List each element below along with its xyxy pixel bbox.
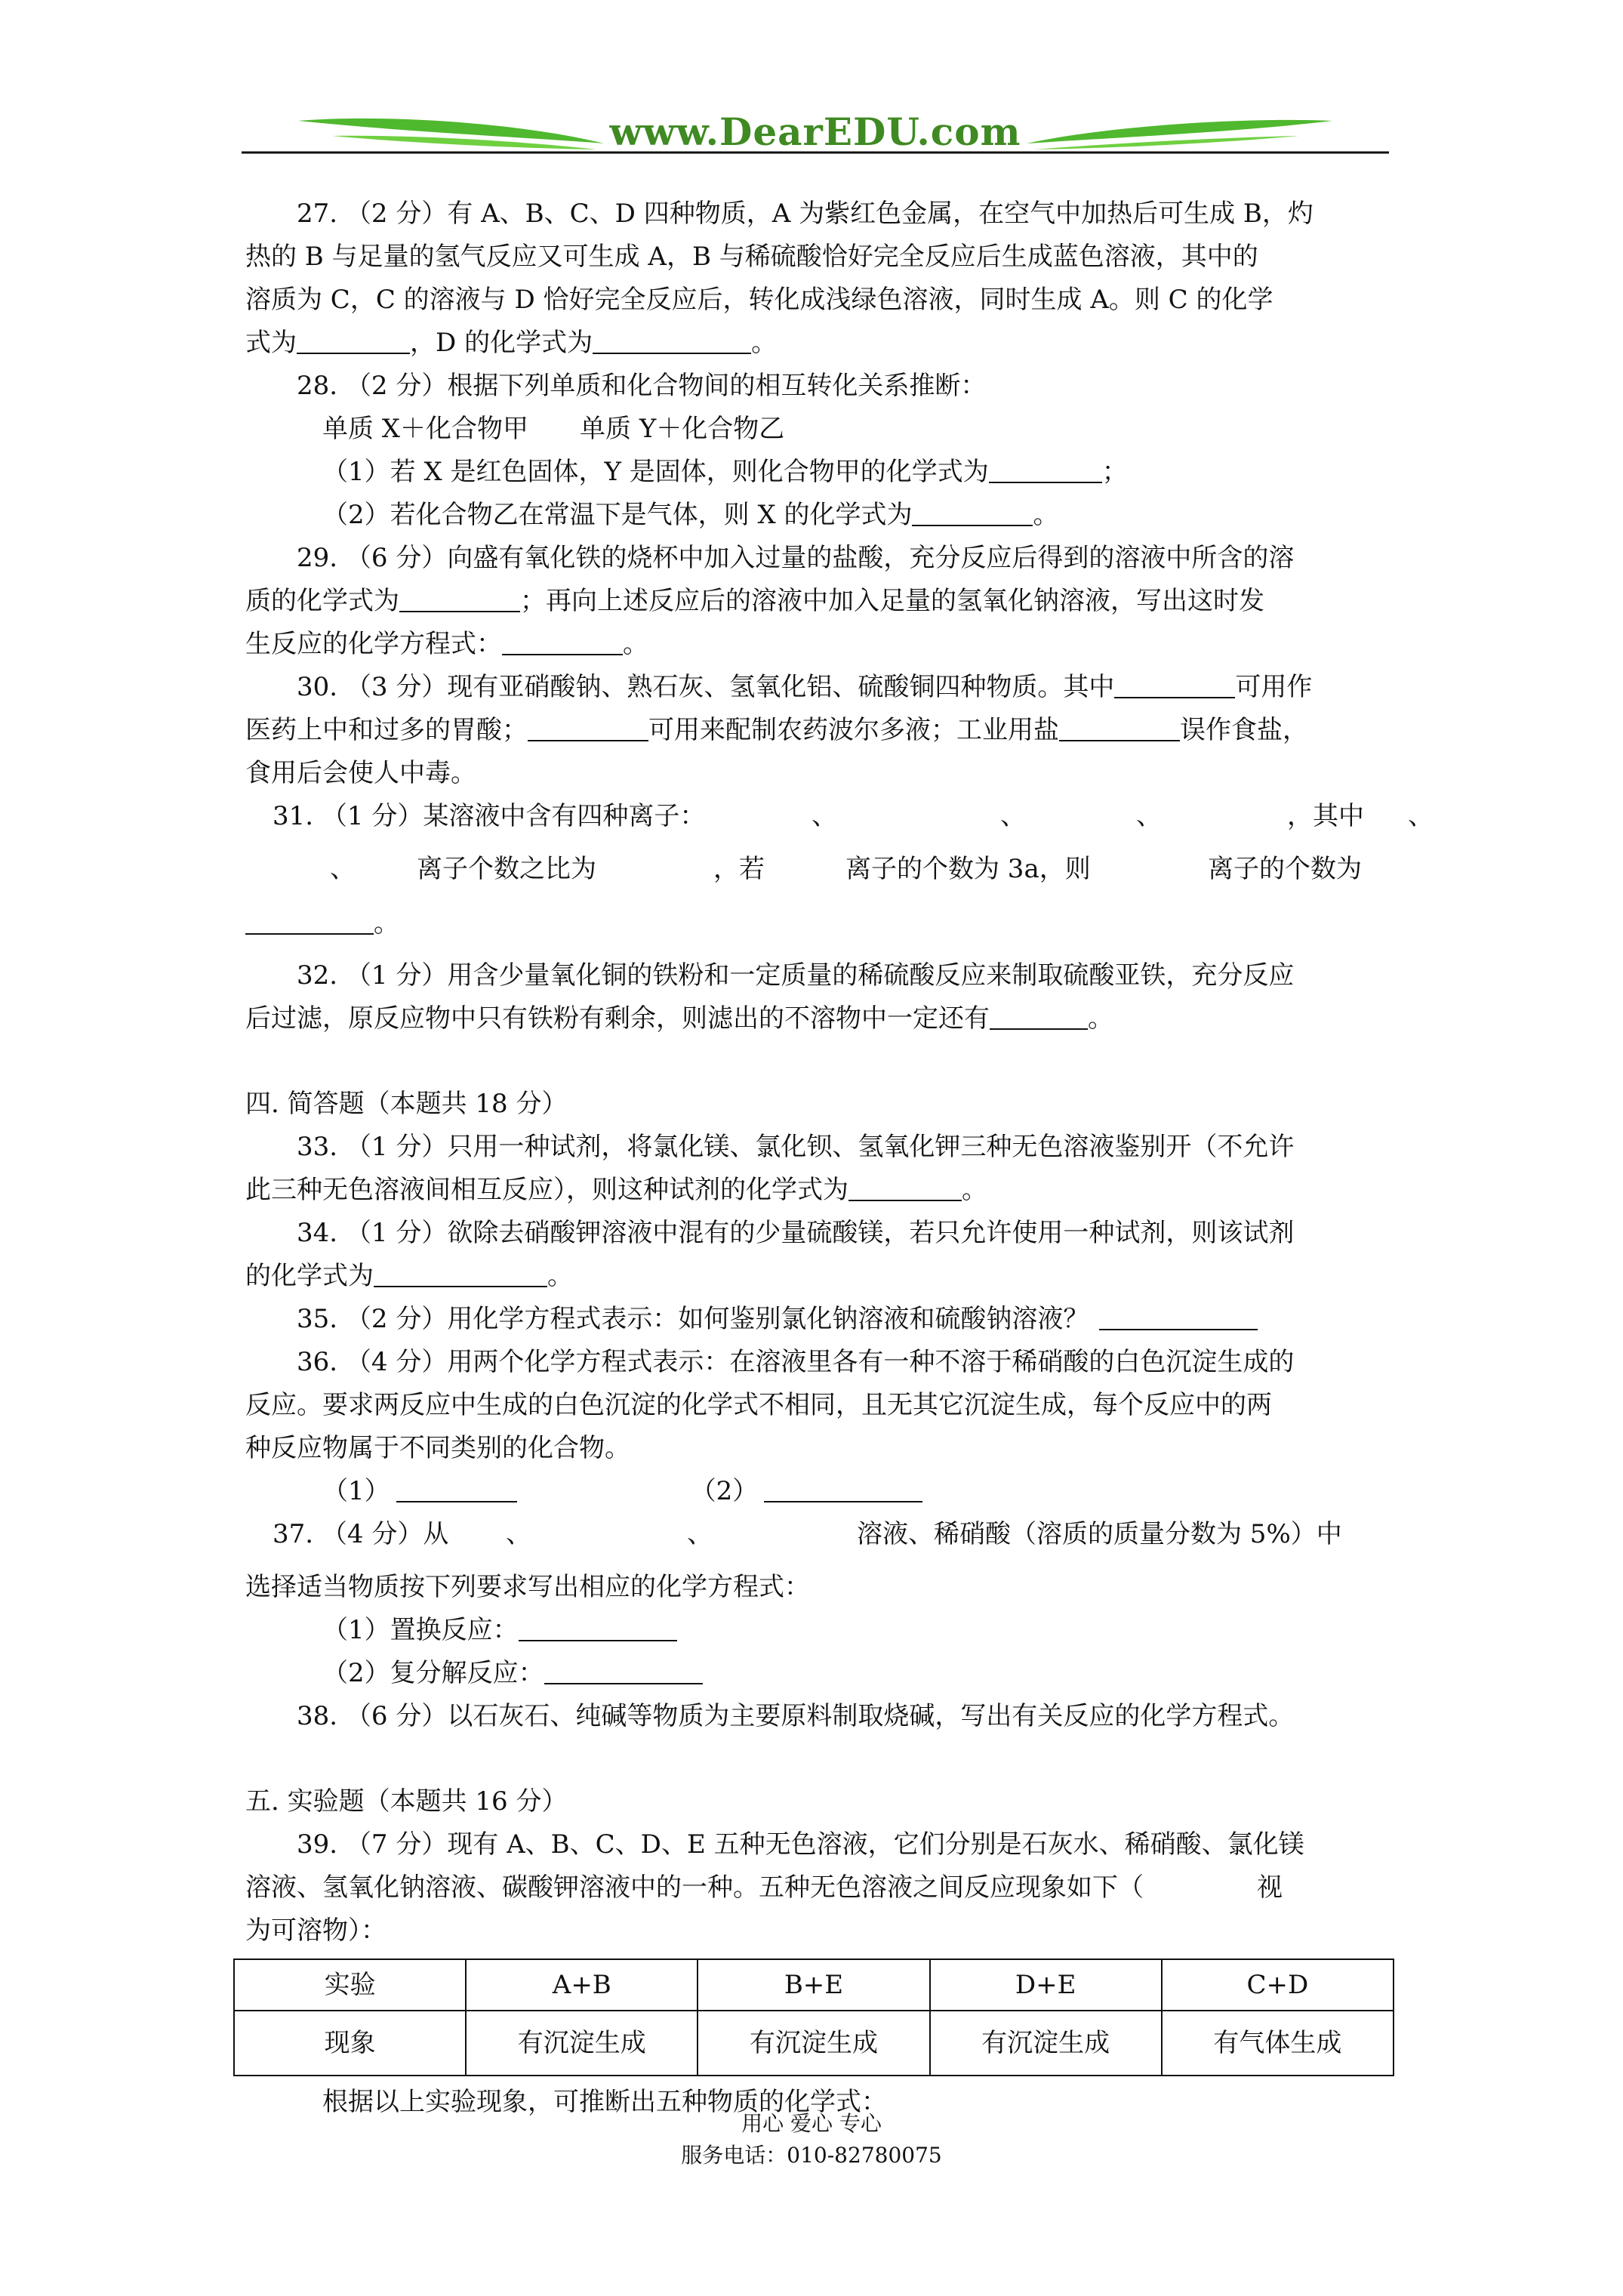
q31-sep-4: 、 [1408, 801, 1434, 831]
q34-text-a: 的化学式为 [245, 1261, 374, 1291]
q29-text-a: 质的化学式为 [245, 586, 399, 616]
q31-text-g: 。 [374, 908, 399, 938]
q27-line4 [245, 322, 1393, 365]
q37-line1 [245, 1513, 1393, 1561]
q27-text-a: 式为 [245, 328, 297, 358]
q31-line3 [245, 902, 1393, 945]
q34-text-b: 。 [547, 1261, 573, 1291]
table-cell: 有沉淀生成 [466, 2011, 698, 2076]
table-cell: 有气体生成 [1162, 2011, 1394, 2076]
q30-line3: 食用后会使人中毒。 [245, 758, 476, 788]
q32-line1: 32. （1 分）用含少量氧化铜的铁粉和一定质量的稀硫酸反应来制取硫酸亚铁，充分反应 [297, 960, 1295, 991]
q36-line1: 36. （4 分）用两个化学方程式表示：在溶液里各有一种不溶于稀硝酸的白色沉淀生成的 [297, 1347, 1295, 1377]
q29-text-b: ；再向上述反应后的溶液中加入足量的氢氧化钠溶液，写出这时发 [520, 586, 1264, 616]
q38-line1: 38. （6 分）以石灰石、纯碱等物质为主要原料制取烧碱，写出有关反应的化学方程式。 [297, 1701, 1295, 1731]
q31-sep-2: 、 [1000, 801, 1026, 831]
q31-text-e: 离子的个数为 3a，则 [845, 854, 1091, 884]
q34-line2 [245, 1255, 1393, 1298]
q29-text-c: 生反应的化学方程式： [245, 629, 502, 659]
q31-text-f: 离子的个数为 [1208, 854, 1362, 884]
q37-line4 [245, 1652, 1393, 1695]
q36-line4 [245, 1470, 1393, 1513]
q29-line1: 29. （6 分）向盛有氧化铁的烧杯中加入过量的盐酸，充分反应后得到的溶液中所含的溶 [297, 543, 1295, 573]
answer-blank [374, 1259, 547, 1287]
q36-line3: 种反应物属于不同类别的化合物。 [245, 1433, 630, 1463]
q31-text-d: ，若 [713, 854, 765, 884]
q29-line3 [245, 623, 1393, 666]
q39-text-a: 溶液、氢氧化钠溶液、碳酸钾溶液中的一种。五种无色溶液之间反应现象如下（ [245, 1872, 1144, 1903]
answer-blank [593, 325, 751, 354]
answer-blank [1114, 670, 1235, 698]
site-header [242, 91, 1389, 170]
q33-line2 [245, 1169, 1393, 1212]
q28-line1: 28. （2 分）根据下列单质和化合物间的相互转化关系推断： [297, 371, 987, 401]
q33-text-b: 。 [962, 1175, 987, 1205]
footer-slogan: 用心 爱心 专心 [741, 2111, 882, 2136]
q30-text-d: 可用来配制农药波尔多液；工业用盐 [648, 715, 1059, 745]
q31-text-b: ，其中 [1287, 801, 1364, 831]
table-cell: 有沉淀生成 [930, 2011, 1162, 2076]
answer-blank [1059, 713, 1180, 741]
table-header-cell: D+E [930, 1959, 1162, 2011]
q32-line2 [245, 997, 1393, 1040]
table-cell: 有沉淀生成 [698, 2011, 929, 2076]
page-footer [0, 2108, 1623, 2171]
answer-blank [1099, 1302, 1258, 1330]
answer-blank [396, 1474, 517, 1502]
answer-blank [544, 1656, 703, 1684]
q27-text-b: ，D 的化学式为 [410, 328, 593, 358]
q28-text-d: 。 [1033, 500, 1059, 530]
q27-text-c: 。 [751, 328, 778, 358]
table-header-cell: C+D [1162, 1959, 1394, 2011]
table-row [234, 2011, 1394, 2076]
q30-line1 [245, 666, 1393, 709]
q37-text-c: （1）置换反应： [322, 1615, 519, 1645]
q35-line1 [245, 1298, 1393, 1341]
answer-blank [297, 325, 410, 354]
answer-blank [912, 498, 1033, 526]
q28-line3 [245, 451, 1393, 494]
answer-blank [990, 1001, 1088, 1030]
answer-blank [989, 455, 1102, 483]
q27-line1: 27. （2 分）有 A、B、C、D 四种物质，A 为紫红色金属，在空气中加热后可生成 B，灼 [297, 199, 1313, 229]
table-header-cell: A+B [466, 1959, 698, 2011]
table-row [234, 1959, 1394, 2011]
q37-line2: 选择适当物质按下列要求写出相应的化学方程式： [245, 1572, 810, 1602]
q30-text-b: 可用作 [1235, 672, 1313, 702]
q37-line3 [245, 1609, 1393, 1652]
table-header-cell: B+E [698, 1959, 929, 2011]
q36-line2: 反应。要求两反应中生成的白色沉淀的化学式不相同，且无其它沉淀生成，每个反应中的两 [245, 1390, 1272, 1420]
answer-blank [519, 1613, 677, 1641]
q32-text-b: 。 [1088, 1003, 1113, 1034]
q28-text-b: ； [1101, 457, 1128, 487]
experiment-table [233, 1959, 1394, 2076]
q28-text-a: （1）若 X 是红色固体，Y 是固体，则化合物甲的化学式为 [322, 457, 989, 487]
q31-text-c: 离子个数之比为 [417, 854, 596, 884]
q30-text-e: 误作食盐， [1180, 715, 1308, 745]
table-header-cell: 实验 [234, 1959, 466, 2011]
q29-text-d: 。 [623, 629, 648, 659]
q27-line3: 溶质为 C，C 的溶液与 D 恰好完全反应后，转化成浅绿色溶液，同时生成 A。则 C 的化学 [245, 285, 1273, 315]
q30-text-a: 30. （3 分）现有亚硝酸钠、熟石灰、氢氧化铝、硫酸铜四种物质。其中 [297, 672, 1115, 702]
answer-blank [399, 584, 520, 612]
q37-sep-2: 、 [687, 1519, 713, 1549]
q30-line2 [245, 709, 1393, 752]
section-gap [245, 1040, 1393, 1083]
q31-sep-5: 、 [330, 854, 356, 884]
answer-blank [502, 627, 623, 655]
q31-line2 [245, 848, 1393, 901]
q35-text: 35. （2 分）用化学方程式表示：如何鉴别氯化钠溶液和硫酸钠溶液？ [297, 1304, 1089, 1334]
q31-text-a: 31. （1 分）某溶液中含有四种离子： [273, 801, 706, 831]
q31-sep-1: 、 [812, 801, 837, 831]
q28-line4 [245, 494, 1393, 537]
answer-blank [848, 1173, 962, 1201]
q28-text-c: （2）若化合物乙在常温下是气体，则 X 的化学式为 [322, 500, 913, 530]
q39-after: 根据以上实验现象，可推断出五种物质的化学式： [322, 2087, 887, 2117]
q37-text-a: 37. （4 分）从 [273, 1519, 449, 1549]
section-gap [245, 1738, 1393, 1780]
site-logo[interactable]: www.DearEDU.com [609, 109, 1021, 154]
q33-line1: 33. （1 分）只用一种试剂，将氯化镁、氯化钡、氢氧化钾三种无色溶液鉴别开（不允许 [297, 1132, 1295, 1162]
q39-line1: 39. （7 分）现有 A、B、C、D、E 五种无色溶液，它们分别是石灰水、稀硝酸、氯化镁 [297, 1829, 1304, 1860]
q39-text-b: 视 [1257, 1872, 1283, 1903]
q36-text-a: （1） [322, 1476, 390, 1506]
answer-blank [764, 1474, 922, 1502]
q31-line1 [245, 795, 1434, 848]
q37-text-d: （2）复分解反应： [322, 1658, 544, 1688]
q28-line2: 单质 X＋化合物甲 单质 Y＋化合物乙 [322, 414, 785, 444]
q31-sep-3: 、 [1136, 801, 1162, 831]
q27-line2: 热的 B 与足量的氢气反应又可生成 A，B 与稀硫酸恰好完全反应后生成蓝色溶液，其中的 [245, 242, 1258, 272]
q34-line1: 34. （1 分）欲除去硝酸钾溶液中混有的少量硫酸镁，若只允许使用一种试剂，则该试剂 [297, 1218, 1295, 1248]
q37-sep-1: 、 [506, 1519, 531, 1549]
section5-heading: 五. 实验题（本题共 16 分） [245, 1786, 568, 1817]
exam-content [245, 193, 1434, 2124]
q29-line2 [245, 580, 1393, 623]
section4-heading: 四. 简答题（本题共 18 分） [245, 1089, 568, 1119]
q33-text-a: 此三种无色溶液间相互反应），则这种试剂的化学式为 [245, 1175, 848, 1205]
q39-line3: 为可溶物）： [245, 1915, 387, 1946]
table-cell: 现象 [234, 2011, 466, 2076]
q37-text-b: 溶液、稀硝酸（溶质的质量分数为 5%）中 [857, 1519, 1342, 1549]
q30-text-c: 医药上中和过多的胃酸； [245, 715, 528, 745]
answer-blank [528, 713, 648, 741]
q39-line2 [245, 1866, 1393, 1909]
answer-blank [245, 906, 374, 935]
footer-phone: 服务电话：010-82780075 [681, 2143, 942, 2168]
q36-text-b: （2） [690, 1476, 759, 1506]
q32-text-a: 后过滤，原反应物中只有铁粉有剩余，则滤出的不溶物中一定还有 [245, 1003, 990, 1034]
